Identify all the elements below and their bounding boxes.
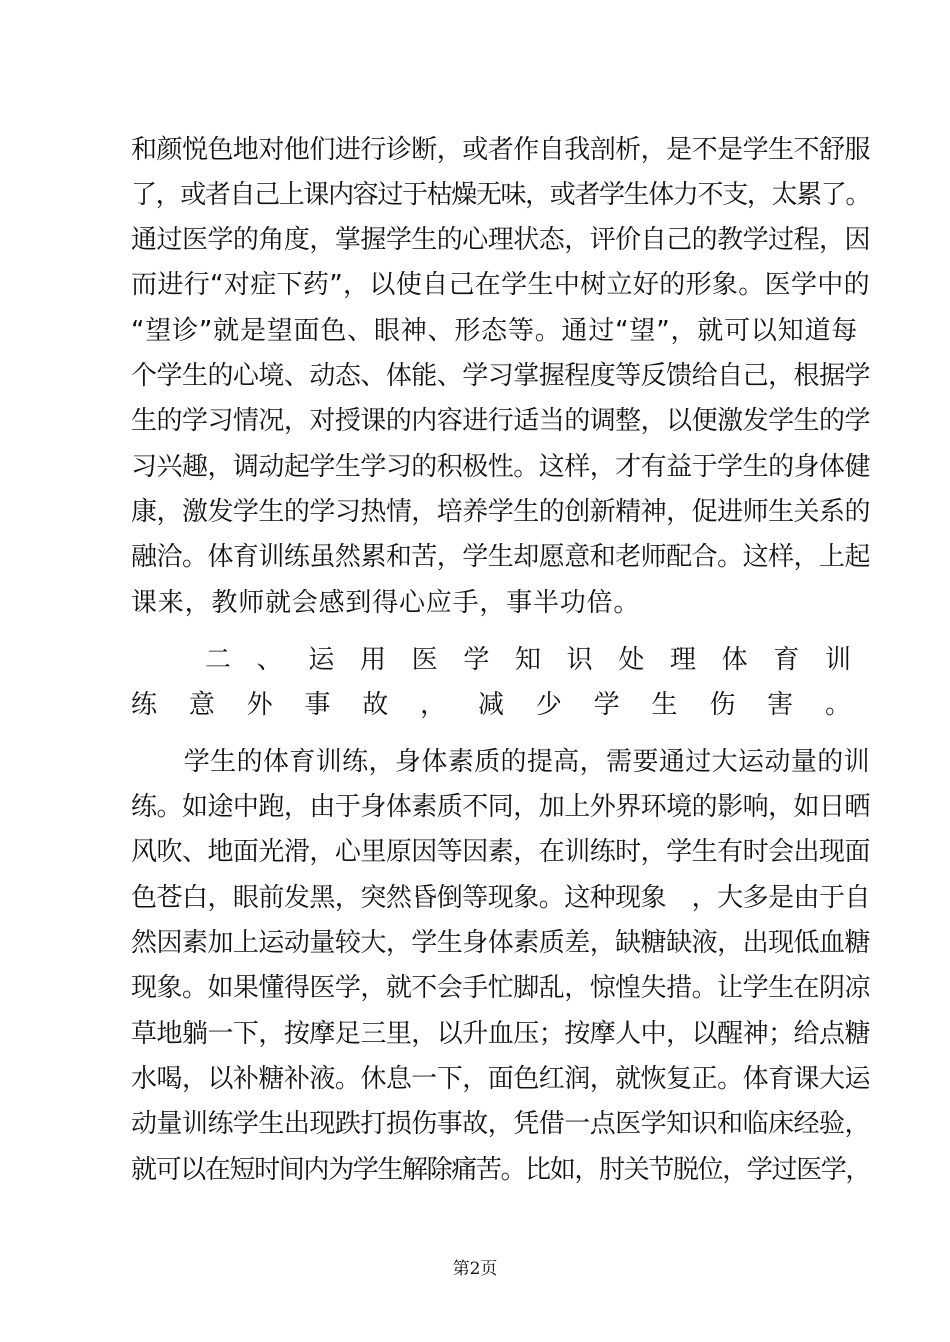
section-heading-line-1 bbox=[205, 645, 877, 675]
text-line: 色苍白，眼前发黑，突然昏倒等现象。这种现象 ，大多是由于自 bbox=[131, 883, 870, 913]
page-number: 第2页 bbox=[452, 1259, 498, 1279]
text-line: 和颜悦色地对他们进行诊断，或者作自我剖析，是不是学生不舒服 bbox=[131, 135, 870, 165]
text-line: 融洽。体育训练虽然累和苦，学生却愿意和老师配合。这样，上起 bbox=[131, 542, 870, 572]
text-line: 课来，教师就会感到得心应手，事半功倍。 bbox=[131, 588, 641, 618]
section-heading-line-2 bbox=[131, 690, 883, 720]
text-line: 通过医学的角度，掌握学生的心理状态，评价自己的教学过程，因 bbox=[131, 225, 870, 255]
text-line: 个学生的心境、动态、体能、学习掌握程度等反馈给自己，根据学 bbox=[131, 361, 870, 391]
text-line: 康，激发学生的学习热情，培养学生的创新精神，促进师生关系的 bbox=[131, 497, 870, 527]
text-line: 就可以在短时间内为学生解除痛苦。比如，肘关节脱位，学过医学， bbox=[131, 1155, 870, 1185]
heading-text: 练意外事故，减少学生伤害。 bbox=[131, 690, 883, 720]
text-line: 风吹、地面光滑，心里原因等因素，在训练时，学生有时会出现面 bbox=[131, 837, 870, 867]
text-line: 练。如途中跑，由于身体素质不同，加上外界环境的影响，如日晒 bbox=[131, 792, 870, 822]
text-line: 了，或者自己上课内容过于枯燥无味，或者学生体力不支，太累了。 bbox=[131, 180, 870, 210]
text-line: 水喝，以补糖补液。休息一下，面色红润，就恢复正。体育课大运 bbox=[131, 1064, 870, 1094]
heading-text: 二、运用医学知识处理体育训 bbox=[205, 645, 877, 675]
text-line: 然因素加上运动量较大，学生身体素质差，缺糖缺液，出现低血糖 bbox=[131, 928, 870, 958]
text-line: 草地躺一下，按摩足三里，以升血压；按摩人中，以醒神；给点糖 bbox=[131, 1019, 870, 1049]
text-line: 动量训练学生出现跌打损伤事故，凭借一点医学知识和临床经验， bbox=[131, 1109, 870, 1139]
text-line: 而进行“对症下药”，以使自己在学生中树立好的形象。医学中的 bbox=[131, 270, 870, 300]
text-line: 生的学习情况，对授课的内容进行适当的调整，以便激发学生的学 bbox=[131, 406, 870, 436]
text-line: 学生的体育训练，身体素质的提高，需要通过大运动量的训 bbox=[131, 747, 870, 777]
text-line: 现象。如果懂得医学，就不会手忙脚乱，惊惶失措。让学生在阴凉 bbox=[131, 973, 870, 1003]
text-line: “望诊”就是望面色、眼神、形态等。通过“望”，就可以知道每 bbox=[131, 316, 859, 346]
text-line: 习兴趣，调动起学生学习的积极性。这样，才有益于学生的身体健 bbox=[131, 452, 870, 482]
